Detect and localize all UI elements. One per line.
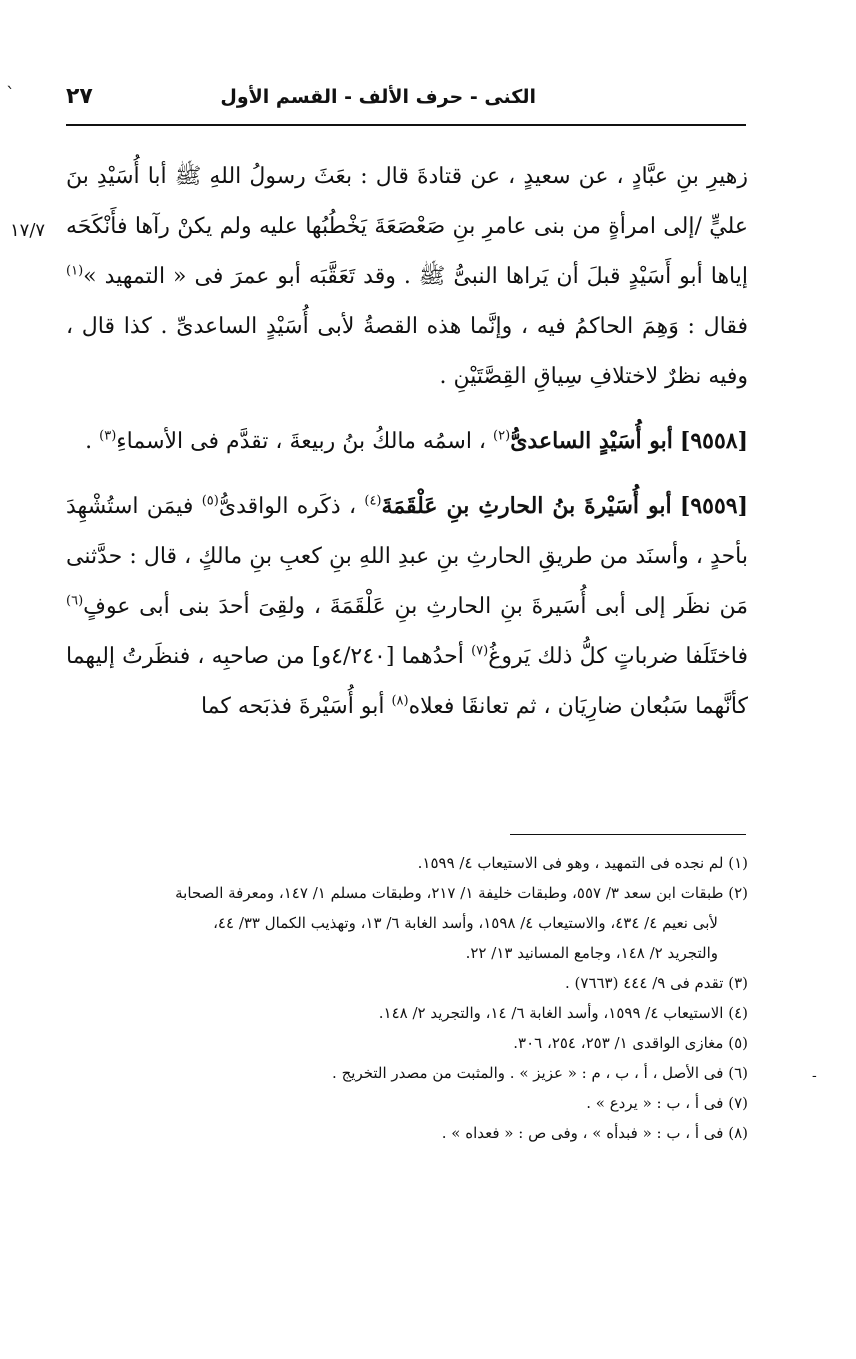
text-line: إياها أبو أَسَيْدٍ قبلَ أن يَراها النبىُّ ﷺ . وقد تَعَقَّبَه أبو عمرَ فى « التمهيد » xyxy=(83,264,748,289)
entry-name: أبو أُسَيْدٍ الساعدىُّ xyxy=(510,428,673,454)
footnote-ref: (٥) xyxy=(201,493,219,509)
footnote-ref: (٧) xyxy=(471,643,489,659)
footnote-ref: (٨) xyxy=(391,693,409,709)
footnote-ref: (٦) xyxy=(66,593,84,609)
entry-text: ، ذكَره الواقدىُّ xyxy=(218,494,357,519)
footnote: (٨) فى أ ، ب : « فبدأه » ، وفى ص : « فعداه » . xyxy=(441,1124,748,1142)
entry-number: [٩٥٥٩] xyxy=(679,493,748,519)
footnote: (٥) مغازى الواقدى ١/ ٢٥٣، ٢٥٤، ٣٠٦. xyxy=(513,1034,748,1052)
entry-end: . xyxy=(85,429,93,454)
entry-number: [٩٥٥٨] xyxy=(679,428,748,454)
main-text xyxy=(66,152,748,732)
entry-9558 xyxy=(66,416,748,467)
page-header xyxy=(66,82,746,118)
page-number: ٢٧ xyxy=(66,84,93,109)
footnote-ref: (٤) xyxy=(364,493,382,509)
entry-text: فاختَلَفا ضرباتٍ كلُّ ذلك يَروغُ xyxy=(488,644,749,669)
entry-9559 xyxy=(66,481,748,732)
footnote-ref: (٢) xyxy=(493,428,511,444)
header-rule xyxy=(66,124,746,126)
footnote-continuation: والتجريد ٢/ ١٤٨، وجامع المسانيد ١٣/ ٢٢. xyxy=(465,944,718,962)
footnote: (١) لم نجده فى التمهيد ، وهو فى الاستيعاب ٤/ ١٥٩٩. xyxy=(417,854,748,872)
text-line: زهيرِ بنِ عبَّادٍ ، عن سعيدٍ ، عن قتادةَ قال : بعَثَ رسولُ اللهِ ﷺ أبا أُسَيْدِ بنَ xyxy=(66,164,748,189)
footnote: (٦) فى الأصل ، أ ، ب ، م : « عزيز » . والمثبت من مصدر التخريج . xyxy=(332,1064,748,1082)
footnotes xyxy=(66,848,748,1148)
entry-text: أحدُهما [٤/٢٤٠و] من صاحبِه ، فنظَرتُ إليهما كأنَّهما سَبُعان ضارِيَان ، ثم تعانقَا فعلاه xyxy=(66,644,748,719)
footnote-separator xyxy=(510,834,746,835)
text-line: عليٍّ /إلى امرأةٍ من بنى عامرِ بنِ صَعْصَعَةَ يَخْطُبُها عليه ولم يكنْ رآها فأَنْكَحَه xyxy=(66,214,748,239)
footnote: (٧) فى أ ، ب : « يردع » . xyxy=(586,1094,748,1112)
footnote: (٤) الاستيعاب ٤/ ١٥٩٩، وأسد الغابة ٦/ ١٤، والتجريد ٢/ ١٤٨. xyxy=(378,1004,748,1022)
entry-text: فيمَن استُشْهِدَ بأحدٍ ، وأسنَد من طريقِ الحارثِ بنِ عبدِ اللهِ بنِ كعبِ بنِ مالكٍ ، قال : حدَّثنى مَن نظَر إلى أبى أُسَيرةَ بنِ الحارثِ بنِ عَلْقَمَةَ ، ولقِىَ أحدَ بنى أبى عوفٍ xyxy=(66,494,748,619)
footnote: (٣) تقدم فى ٩/ ٤٤٤ (٧٦٦٣) . xyxy=(565,974,748,992)
entry-text: ، اسمُه مالكُ بنُ ربيعةَ ، تقدَّم فى الأسماءِ xyxy=(116,429,487,454)
footnote-ref: (١) xyxy=(66,263,84,279)
footnote: (٢) طبقات ابن سعد ٣/ ٥٥٧، وطبقات خليفة ١/ ٢١٧، وطبقات مسلم ١/ ١٤٧، ومعرفة الصحابة xyxy=(175,884,748,902)
scan-artifact-mark: - xyxy=(812,1068,817,1084)
margin-volume-page-reference: ١٧/٧ xyxy=(10,220,46,241)
entry-name: أبو أُسَيْرةَ بنُ الحارثِ بنِ عَلْقَمَةَ xyxy=(381,493,672,519)
running-title: الكنى - حرف الألف - القسم الأول xyxy=(220,86,536,108)
scan-artifact-mark: ` xyxy=(6,84,15,105)
entry-text: أبو أُسَيْرةَ فذبَحه كما xyxy=(200,694,385,719)
text-line: فقال : وَهِمَ الحاكمُ فيه ، وإنَّما هذه القصةُ لأبى أُسَيْدٍ الساعدىِّ . كذا قال ، xyxy=(66,314,748,339)
text-line: وفيه نظرٌ لاختلافِ سِياقِ القِصَّتَيْنِ . xyxy=(439,364,748,389)
footnote-ref: (٣) xyxy=(99,428,117,444)
footnote-continuation: لأبى نعيم ٤/ ٤٣٤، والاستيعاب ٤/ ١٥٩٨، وأسد الغابة ٦/ ١٣، وتهذيب الكمال ٣٣/ ٤٤، xyxy=(213,914,718,932)
paragraph-continuation xyxy=(66,152,748,402)
